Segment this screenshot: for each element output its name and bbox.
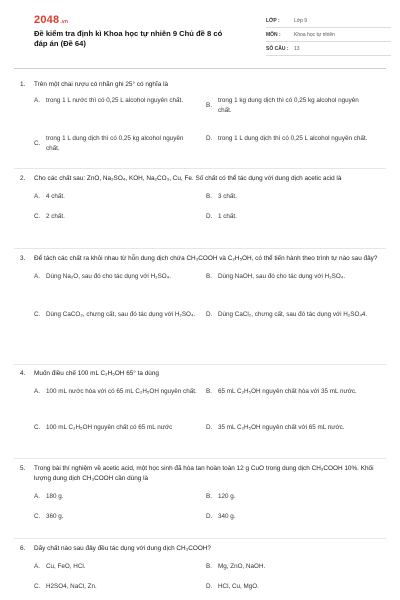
question-divider xyxy=(14,168,386,169)
question-number: 5. xyxy=(20,465,26,472)
meta-subject: MÔN : Khoa học tự nhiên xyxy=(266,28,391,42)
site-logo[interactable]: 2048.vn xyxy=(34,14,69,26)
option-c[interactable]: C. 100 mL C₂H₅OH nguyên chất có 65 mL nước xyxy=(34,424,173,431)
option-c[interactable]: C. 360 g. xyxy=(34,513,64,520)
question-1 xyxy=(20,80,380,152)
question-4 xyxy=(20,369,380,431)
option-c[interactable]: C. trong 1 L dung dịch thì có 0,25 kg alcohol nguyên chất. xyxy=(34,135,184,152)
meta-count: SỐ CÂU : 13 xyxy=(266,42,391,56)
question-divider xyxy=(14,248,386,249)
header-divider xyxy=(14,68,386,69)
option-b[interactable]: B. trong 1 kg dung dịch thì có 0,25 kg alcohol nguyên chất. xyxy=(206,97,359,114)
question-stem: Dãy chất nào sau đây đều tác dụng với dung dịch CH₃COOH? xyxy=(34,545,211,552)
option-d[interactable]: D. Dùng CaCl₂, chưng cất, sau đó tác dụng với H₂SO₄4. xyxy=(206,311,368,318)
option-a[interactable]: A. 100 mL nước hòa với có 65 mL C₂H₅OH nguyên chất. xyxy=(34,388,197,395)
option-b[interactable]: B. 120 g. xyxy=(206,493,236,500)
option-d[interactable]: D. 340 g. xyxy=(206,513,236,520)
option-a[interactable]: A. 180 g. xyxy=(34,493,64,500)
option-b[interactable]: B. 3 chất. xyxy=(206,193,237,200)
header xyxy=(14,0,386,68)
option-d[interactable]: D. 1 chất. xyxy=(206,213,237,220)
question-number: 4. xyxy=(20,370,26,377)
question-2 xyxy=(20,174,380,220)
question-6 xyxy=(20,544,380,590)
meta-class: LỚP : Lớp 9 xyxy=(266,14,391,28)
option-a[interactable]: A. Cu, FeO, HCl. xyxy=(34,563,86,570)
option-a[interactable]: A. Dùng Na₂O, sau đó cho tác dụng với H₂SO₄. xyxy=(34,273,171,280)
page-title: Đề kiểm tra định kì Khoa học tự nhiên 9 Chủ đề 8 có đáp án (Đề 64) xyxy=(34,29,223,48)
question-number: 6. xyxy=(20,545,26,552)
question-divider xyxy=(14,538,386,539)
option-b[interactable]: B. 65 mL C₂H₅OH nguyên chất hòa với 35 mL nước. xyxy=(206,388,357,395)
option-a[interactable]: A. 4 chất. xyxy=(34,193,65,200)
exam-meta xyxy=(266,14,391,56)
question-number: 1. xyxy=(20,81,26,88)
question-stem: Muốn điều chế 100 mL C₂H₅OH 65° ta dùng xyxy=(34,370,159,377)
question-stem: Để tách các chất ra khỏi nhau từ hỗn dung dịch chứa CH₃COOH và C₂H₅OH, có thể tiến hành theo trình tự nào sau đây? xyxy=(34,255,378,262)
option-d[interactable]: D. HCl, Cu, MgO. xyxy=(206,583,259,590)
option-d[interactable]: D. 35 mL C₂H₅OH nguyên chất với 65 mL nước. xyxy=(206,424,345,431)
question-number: 2. xyxy=(20,175,26,182)
option-c[interactable]: C. 2 chất. xyxy=(34,213,65,220)
option-b[interactable]: B. Mg, ZnO, NaOH. xyxy=(206,563,266,570)
question-divider xyxy=(14,458,386,459)
question-3 xyxy=(20,254,380,318)
question-divider xyxy=(14,364,386,365)
option-b[interactable]: B. Dùng NaOH, sau đó cho tác dụng với H₂SO₄. xyxy=(206,273,346,280)
option-c[interactable]: C. Dùng CaCO₃, chưng cất, sau đó tác dụng với H₂SO₄. xyxy=(34,311,196,318)
question-stem: Trong bài thí nghiệm về acetic acid, một học sinh đã hòa tan hoàn toàn 12 g CuO trong dung dịch CH₃COOH 10%. Khối lượng dung dịch CH₃COOH cần dùng là xyxy=(34,465,374,482)
option-d[interactable]: D. trong 1 L dung dịch thì có 0,25 L alcohol nguyên chất. xyxy=(206,135,368,142)
question-stem: Cho các chất sau: ZnO, Na₂SO₄, KOH, Na₂CO₃, Cu, Fe. Số chất có thể tác dụng với dung dịch acetic acid là xyxy=(34,175,342,182)
option-a[interactable]: A. trong 1 L nước thì có 0,25 L alcohol nguyên chất. xyxy=(34,97,184,104)
question-stem: Trên một chai rượu có nhãn ghi 25° có nghĩa là xyxy=(34,81,169,88)
question-5 xyxy=(20,464,380,520)
question-number: 3. xyxy=(20,255,26,262)
option-c[interactable]: C. H2SO4, NaCl, Zn. xyxy=(34,583,97,590)
